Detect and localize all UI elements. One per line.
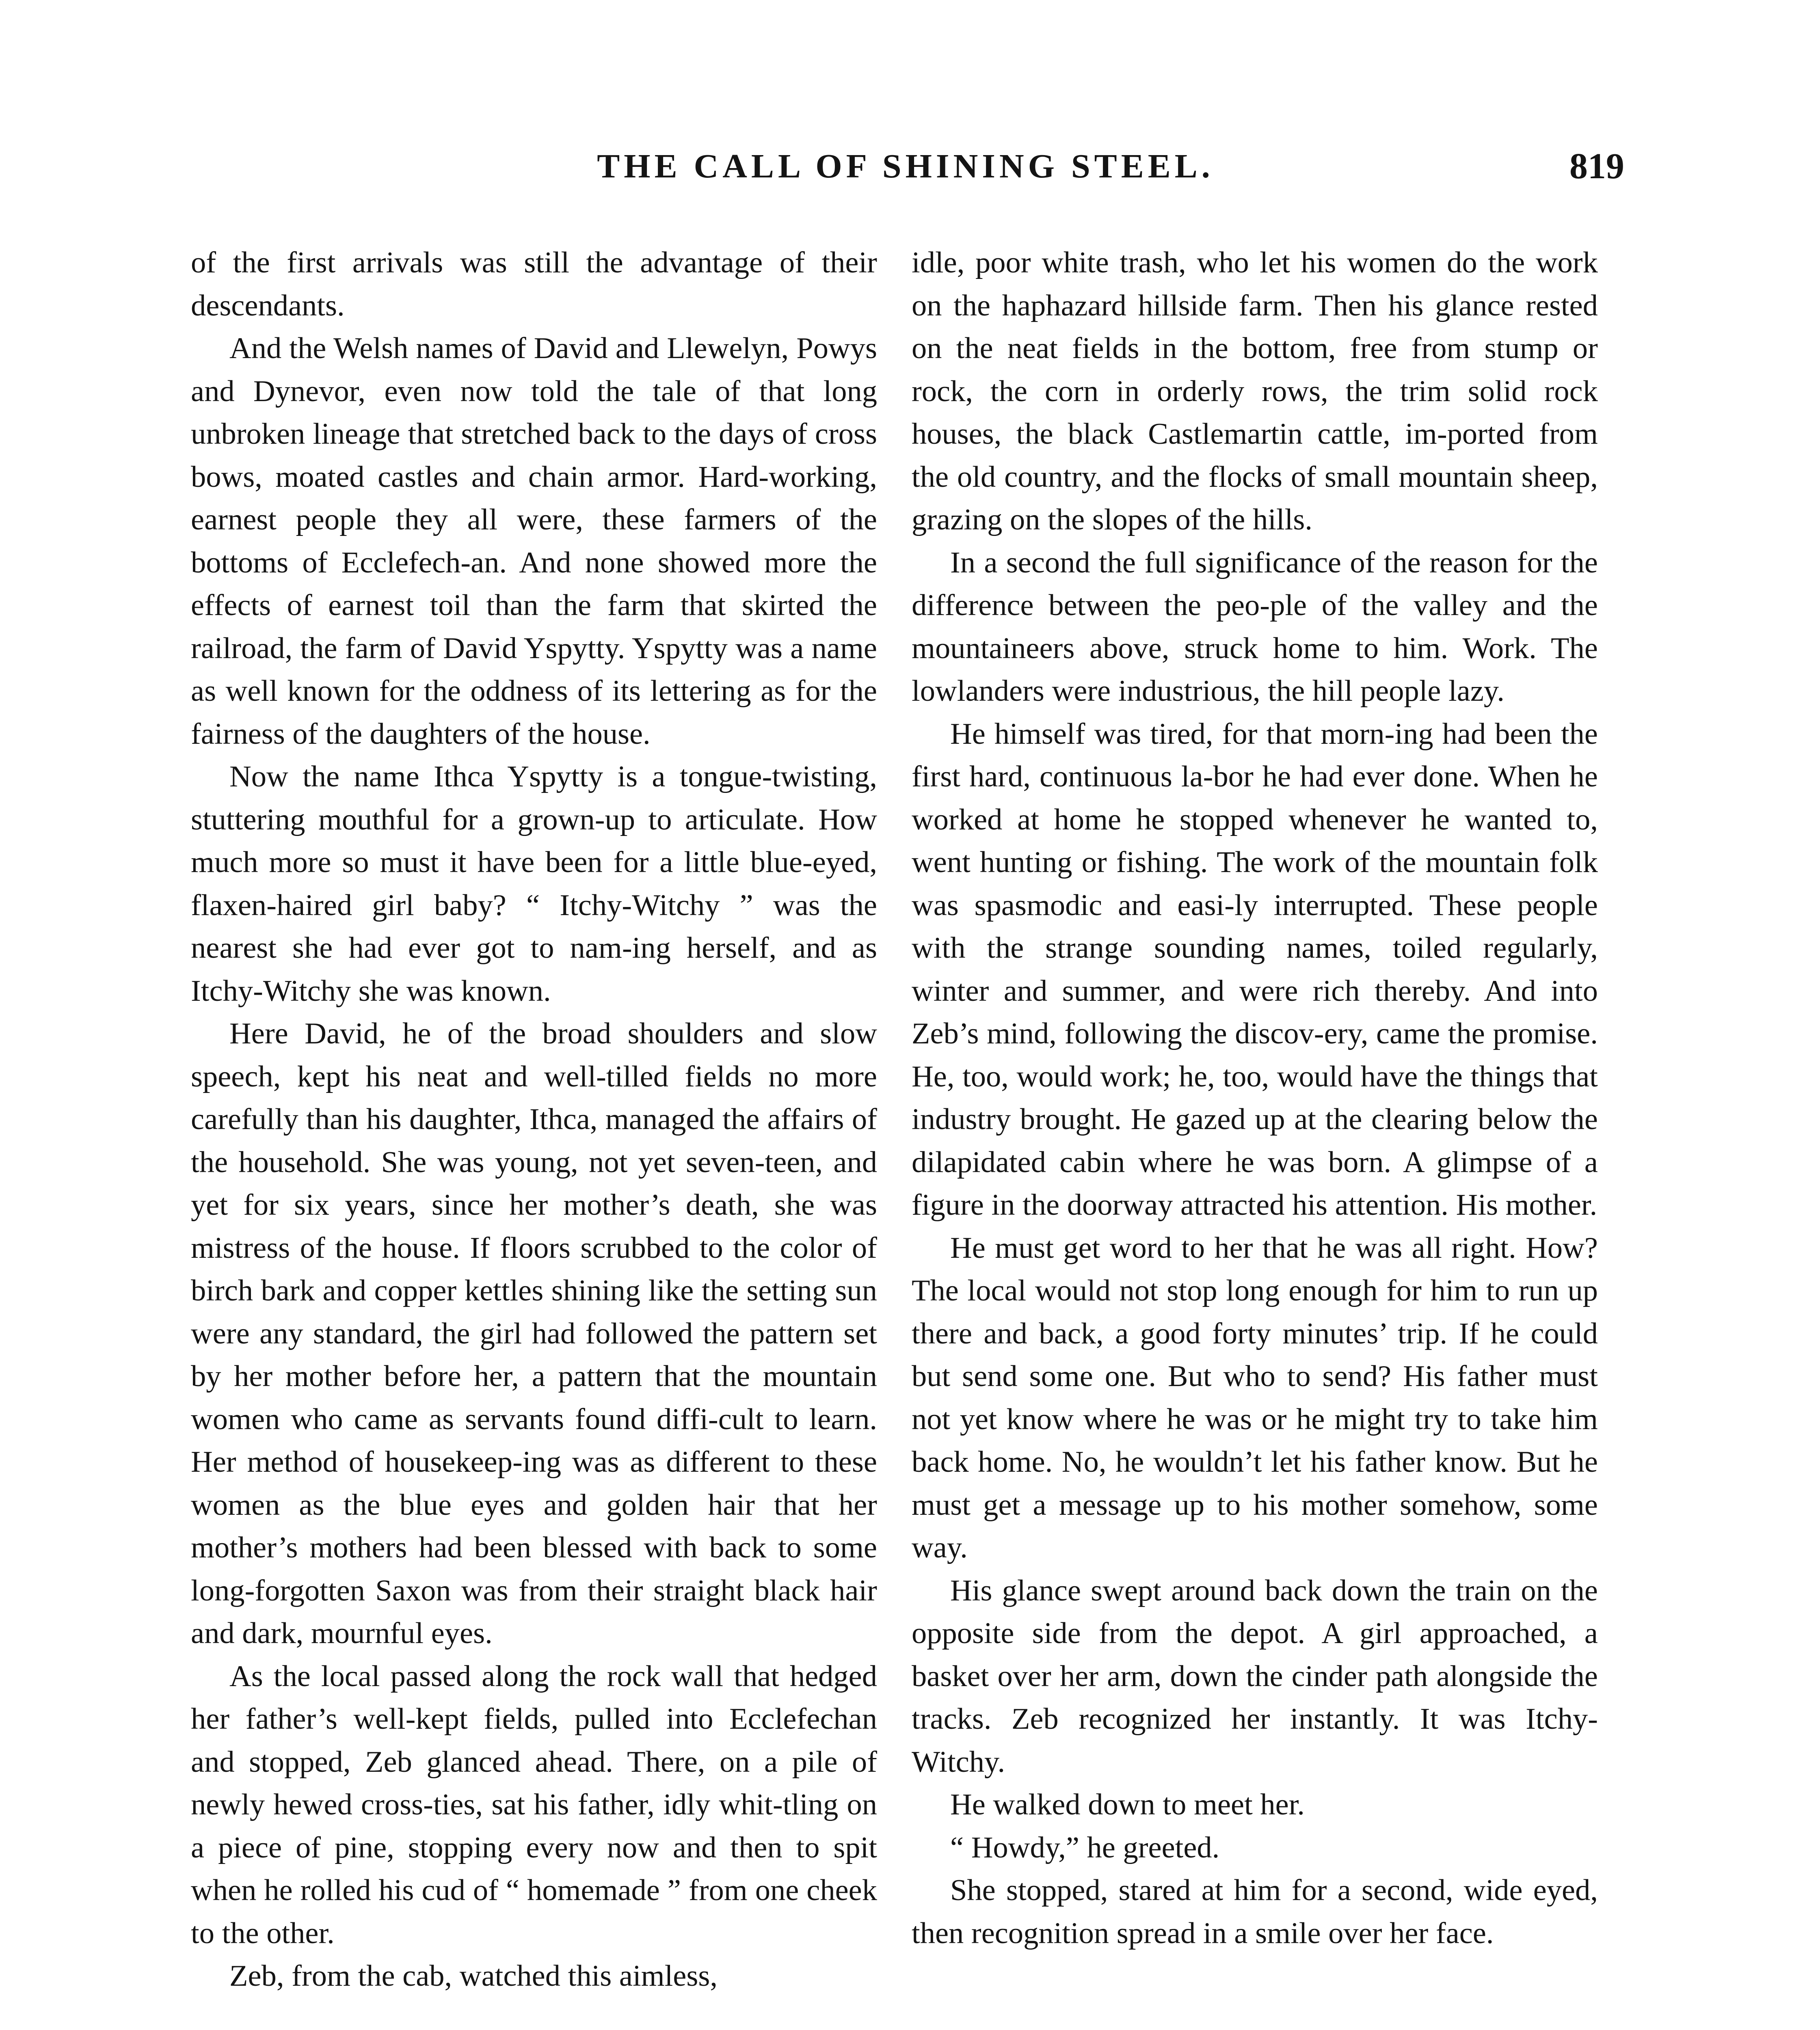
paragraph: Here David, he of the broad shoulders and slow speech, kept his neat and well-tilled fields no more carefully than his daughter, Ithca, managed the affairs of the household. She was young, not yet seven-teen, and yet for six years, since her mother’s death, she was mistress of the house. If floors scrubbed to the color of birch bark and copper kettles shining like the setting sun were any standard, the girl had followed the pattern set by her mother before her, a pattern that the mountain women who came as servants found diffi-cult to learn. Her method of housekeep-ing was as different to these women as the blue eyes and golden hair that her mother’s mothers had been blessed with back to some long-forgotten Saxon was from their straight black hair and dark, mournful eyes. [191, 1017, 877, 1650]
right-text-column [912, 242, 1598, 2030]
paragraph: And the Welsh names of David and Llewelyn, Powys and Dynevor, even now told the tale of that long unbroken lineage that stretched back to the days of cross bows, moated castles and chain armor. Hard-working, earnest people they all were, these farmers of the bottoms of Ecclefech-an. And none showed more the effects of earnest toil than the farm that skirted the railroad, the farm of David Yspytty. Yspytty was a name as well known for the oddness of its lettering as for the fairness of the daughters of the house. [191, 332, 877, 751]
running-title: THE CALL OF SHINING STEEL. [597, 147, 1214, 185]
left-text-column [191, 242, 877, 2030]
paragraph: idle, poor white trash, who let his women do the work on the haphazard hillside farm. Then his glance rested on the neat fields in the bottom, free from stump or rock, the corn in orderly rows, the trim solid rock houses, the black Castlemartin cattle, im-ported from the old country, and the flocks of small mountain sheep, grazing on the slopes of the hills. [912, 246, 1598, 536]
paragraph: In a second the full significance of the reason for the difference between the peo-ple of the valley and the mountaineers above, struck home to him. Work. The lowlanders were industrious, the hill people lazy. [912, 546, 1598, 708]
paragraph: of the first arrivals was still the advantage of their descendants. [191, 246, 877, 322]
paragraph: As the local passed along the rock wall that hedged her father’s well-kept fields, pulled into Ecclefechan and stopped, Zeb glanced ahead. There, on a pile of newly hewed cross-ties, sat his father, idly whit-tling on a piece of pine, stopping every now and then to spit when he rolled his cud of “ homemade ” from one cheek to the other. [191, 1659, 877, 1950]
paragraph: Zeb, from the cab, watched this aimless, [229, 1959, 718, 1993]
paragraph: She stopped, stared at him for a second, wide eyed, then recognition spread in a smile over her face. [912, 1874, 1598, 1950]
paragraph: He must get word to her that he was all right. How? The local would not stop long enough for him to run up there and back, a good forty minutes’ trip. If he could but send some one. But who to send? His father must not yet know where he was or he might try to take him back home. No, he wouldn’t let his father know. But he must get a message up to his mother somehow, some way. [912, 1231, 1598, 1564]
paragraph: Now the name Ithca Yspytty is a tongue-twisting, stuttering mouthful for a grown-up to articulate. How much more so must it have been for a little blue-eyed, flaxen-haired girl baby? “ Itchy-Witchy ” was the nearest she had ever got to nam-ing herself, and as Itchy-Witchy she was known. [191, 760, 877, 1008]
paragraph: He himself was tired, for that morn-ing had been the first hard, continuous la-bor he had ever done. When he worked at home he stopped whenever he wanted to, went hunting or fishing. The work of the mountain folk was spasmodic and easi-ly interrupted. These people with the strange sounding names, toiled regularly, winter and summer, and were rich thereby. And into Zeb’s mind, following the discov-ery, came the promise. He, too, would work; he, too, would have the things that industry brought. He gazed up at the clearing below the dilapidated cabin where he was born. A glimpse of a figure in the doorway attracted his attention. His mother. [912, 717, 1598, 1222]
paragraph: He walked down to meet her. [950, 1788, 1305, 1821]
paragraph: “ Howdy,” he greeted. [950, 1831, 1220, 1864]
paragraph: His glance swept around back down the train on the opposite side from the depot. A girl approached, a basket over her arm, down the cinder path alongside the tracks. Zeb recognized her instantly. It was Itchy-Witchy. [912, 1574, 1598, 1779]
page-header [187, 142, 1624, 191]
page-number: 819 [1569, 146, 1624, 186]
